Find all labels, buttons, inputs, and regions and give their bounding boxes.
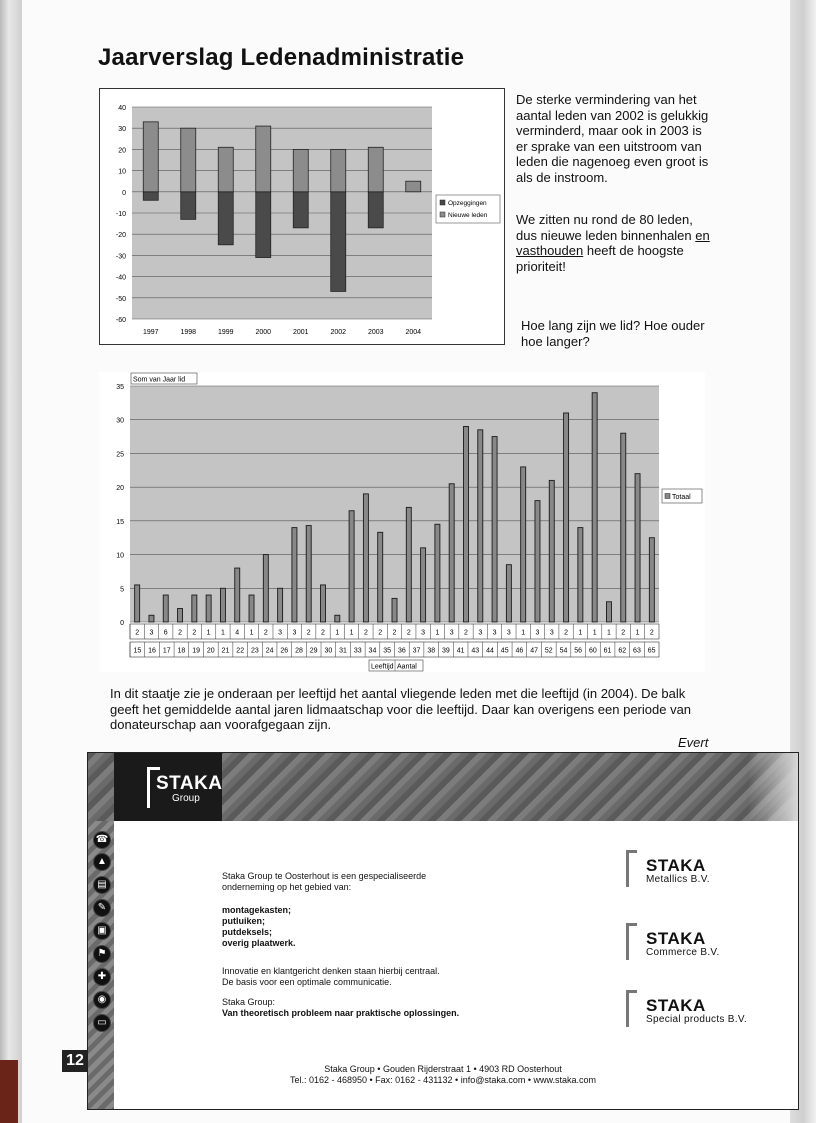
count-label: 6: [163, 629, 168, 637]
count-label: 2: [378, 629, 383, 637]
legend-swatch: [665, 494, 670, 499]
staka-advertisement: [87, 752, 799, 1110]
count-label: 2: [464, 629, 468, 637]
age-label: 54: [559, 647, 568, 655]
ad-body-2: De basis voor een optimale communicatie.: [222, 977, 392, 987]
bar: [149, 615, 154, 622]
bar: [235, 568, 240, 622]
count-label: 1: [578, 629, 583, 637]
age-label: 20: [206, 647, 215, 655]
bar: [306, 526, 311, 622]
ad-item: putdeksels;: [222, 927, 273, 937]
count-label: 1: [435, 629, 440, 637]
bar: [421, 548, 426, 622]
bar: [378, 532, 383, 622]
age-label: 62: [618, 647, 627, 655]
count-label: 1: [220, 629, 225, 637]
cabinet-icon: ▤: [93, 876, 111, 894]
priority-text-pre: We zitten nu rond de 80 leden, dus nieuwe leden binnenhalen: [516, 212, 696, 243]
age-label: 52: [544, 647, 553, 655]
count-label: 1: [607, 629, 611, 637]
age-label: 39: [442, 647, 450, 655]
brand-name: STAKA: [646, 856, 706, 875]
age-label: 17: [162, 647, 171, 655]
age-label: 46: [515, 647, 524, 655]
row-label: Leeftijd: [371, 663, 394, 671]
age-label: 24: [265, 647, 274, 655]
box-icon: ▭: [93, 1014, 111, 1032]
x-tick-label: 1999: [217, 329, 234, 336]
priority-text-underlined: en vasthouden: [516, 227, 710, 259]
bar: [549, 480, 554, 622]
page-title: Jaarverslag Ledenadministratie: [98, 44, 465, 71]
brand-bracket-icon: [626, 990, 637, 1027]
y-tick-label: -20: [115, 232, 126, 240]
paragraph-question: Hoe lang zijn we lid? Hoe ouder hoe langer?: [521, 318, 705, 349]
count-label: 3: [478, 629, 483, 637]
bar: [368, 192, 383, 228]
bar: [135, 585, 140, 622]
bar: [143, 192, 158, 200]
ad-logo: [114, 753, 222, 821]
ad-item: montagekasten;: [222, 905, 292, 915]
ad-slogan: Van theoretisch probleem naar praktische oplossingen.: [222, 1008, 460, 1018]
count-label: 1: [635, 629, 640, 637]
tool-icon: ✎: [93, 899, 111, 917]
bar: [478, 430, 483, 622]
count-label: 1: [521, 629, 526, 637]
bar: [335, 615, 340, 622]
hydrant-icon: ✚: [93, 968, 111, 986]
legend-label: Nieuwe leden: [448, 212, 488, 219]
ad-contact: Tel.: 0162 - 468950 • Fax: 0162 - 431132 • info@staka.com • www.staka.com: [289, 1075, 597, 1085]
bar: [163, 595, 168, 622]
ad-body-1: Innovatie en klantgericht denken staan hierbij centraal.: [222, 966, 440, 976]
age-label: 47: [530, 647, 538, 655]
bar: [368, 147, 383, 192]
brand-name: STAKA: [646, 929, 706, 948]
bar: [506, 565, 511, 622]
ad-item: overig plaatwerk.: [222, 938, 296, 948]
count-label: 2: [649, 629, 654, 637]
ad-address: Staka Group • Gouden Rijderstraat 1 • 4903 RD Oosterhout: [324, 1064, 562, 1074]
bar: [178, 609, 183, 622]
bar: [331, 149, 346, 191]
legend-label: Totaal: [672, 494, 691, 501]
y-tick-label: 0: [120, 620, 124, 627]
count-label: 3: [278, 629, 283, 637]
ad-banner-fade: [748, 753, 798, 821]
count-label: 2: [306, 629, 311, 637]
y-tick-label: -10: [115, 211, 126, 218]
age-label: 22: [236, 647, 245, 655]
age-label: 37: [412, 647, 421, 655]
y-tick-label: 35: [116, 384, 124, 391]
x-tick-label: 1998: [180, 329, 197, 336]
ad-intro-1: Staka Group te Oosterhout is een gespecialiseerde: [222, 871, 427, 881]
ad-logo-name: STAKA: [156, 773, 223, 794]
bar: [606, 602, 611, 622]
x-tick-label: 2002: [330, 329, 347, 336]
age-label: 43: [471, 647, 480, 655]
bar: [249, 595, 254, 622]
bar: [331, 192, 346, 292]
y-tick-label: -30: [115, 253, 126, 261]
age-label: 18: [177, 647, 186, 655]
ad-logo-sub: Group: [172, 793, 200, 804]
brand-bracket-icon: [626, 923, 637, 960]
count-label: 2: [621, 629, 626, 637]
age-label: 23: [251, 647, 259, 655]
panel-icon: ▣: [93, 922, 111, 940]
manhole-icon: ◉: [93, 991, 111, 1009]
y-tick-label: 10: [116, 552, 124, 560]
bar: [435, 524, 440, 622]
legend-label: Opzeggingen: [448, 200, 487, 207]
bar: [218, 147, 233, 192]
signature: Evert: [678, 735, 709, 750]
bar: [293, 149, 308, 191]
age-label: 16: [148, 647, 156, 655]
age-label: 41: [456, 647, 465, 655]
count-label: 3: [292, 629, 297, 637]
y-tick-label: -50: [115, 295, 126, 303]
y-tick-label: 40: [118, 105, 126, 112]
phone-icon: ☎: [93, 831, 111, 849]
bar: [392, 598, 397, 622]
count-label: 1: [249, 629, 254, 637]
age-label: 26: [280, 647, 289, 655]
y-tick-label: 5: [120, 586, 124, 594]
age-label: 35: [383, 647, 392, 655]
count-label: 2: [178, 629, 182, 637]
bar: [293, 192, 308, 228]
membership-years-chart: [99, 372, 705, 672]
bar: [406, 507, 411, 622]
x-tick-label: 1997: [142, 329, 159, 336]
age-label: 56: [574, 647, 583, 655]
bar: [521, 467, 526, 622]
count-label: 2: [406, 629, 411, 637]
bar: [449, 484, 454, 622]
bar: [535, 501, 540, 622]
paragraph-decline: De sterke vermindering van het aantal leden van 2002 is gelukkig verminderd, maar ook in 2003 is er sprake van een uitstroom van leden die nagenoeg even groot is als de instroom.: [516, 92, 709, 185]
page-edge-red: [0, 1060, 18, 1123]
count-label: 3: [149, 629, 154, 637]
bar: [635, 474, 640, 622]
age-label: 15: [133, 647, 142, 655]
antenna-icon: ⚑: [93, 945, 111, 963]
x-tick-label: 2000: [255, 329, 272, 336]
age-label: 28: [295, 647, 303, 655]
age-label: 21: [221, 647, 230, 655]
x-tick-label: 2001: [292, 329, 309, 336]
bar: [463, 426, 468, 622]
bar: [349, 511, 354, 622]
x-tick-label: 2003: [367, 329, 384, 336]
legend-swatch: [440, 212, 445, 217]
y-tick-label: 30: [118, 126, 126, 134]
bar: [206, 595, 211, 622]
age-label: 45: [500, 647, 509, 655]
bar: [181, 192, 196, 220]
bar: [218, 192, 233, 245]
count-label: 2: [321, 629, 325, 637]
count-label: 2: [192, 629, 197, 637]
count-label: 2: [363, 629, 368, 637]
count-label: 3: [449, 629, 454, 637]
bar: [492, 437, 497, 622]
count-label: 1: [206, 629, 211, 637]
brand-name: STAKA: [646, 996, 706, 1015]
count-label: 3: [549, 629, 554, 637]
age-label: 33: [353, 647, 362, 655]
age-label: 31: [339, 647, 347, 655]
bar: [278, 588, 283, 622]
y-tick-label: 30: [116, 417, 124, 425]
y-tick-label: 20: [118, 147, 126, 155]
y-tick-label: 0: [122, 189, 126, 197]
chart-title: Som van Jaar lid: [133, 376, 186, 384]
y-tick-label: 15: [116, 518, 124, 526]
row-label: Aantal: [397, 663, 417, 671]
age-label: 60: [588, 647, 597, 655]
bar: [578, 528, 583, 622]
members-chart-svg: [100, 89, 504, 344]
count-label: 4: [235, 629, 240, 637]
age-label: 63: [633, 647, 641, 655]
bar: [649, 538, 654, 622]
bar: [406, 181, 421, 192]
brand-sub: Metallics B.V.: [646, 874, 710, 885]
age-label: 38: [427, 647, 436, 655]
count-label: 1: [349, 629, 354, 637]
count-label: 2: [564, 629, 569, 637]
priority-text-post: heeft de hoogste prioriteit!: [516, 243, 684, 274]
age-label: 65: [647, 647, 656, 655]
bar: [564, 413, 569, 622]
ad-intro-2: onderneming op het gebied van:: [222, 882, 352, 892]
count-label: 2: [135, 629, 140, 637]
count-label: 3: [535, 629, 540, 637]
bar: [263, 555, 268, 622]
ad-item: putluiken;: [222, 916, 265, 926]
bar: [256, 126, 271, 192]
bar: [220, 588, 225, 622]
x-tick-label: 2004: [405, 329, 422, 336]
age-label: 30: [324, 647, 333, 655]
count-label: 1: [335, 629, 340, 637]
bar: [143, 122, 158, 192]
count-label: 3: [421, 629, 426, 637]
ad-slogan-label: Staka Group:: [222, 997, 276, 1007]
age-label: 44: [486, 647, 494, 655]
page-edge-left: [0, 0, 22, 1123]
bar: [363, 494, 368, 622]
count-label: 2: [392, 629, 397, 637]
membership-years-chart-svg: [99, 372, 705, 672]
count-label: 2: [263, 629, 268, 637]
brand-sub: Special products B.V.: [646, 1014, 747, 1025]
age-label: 29: [309, 647, 318, 655]
y-tick-label: 20: [116, 485, 124, 493]
age-label: 19: [192, 647, 201, 655]
bar: [592, 393, 597, 622]
bar: [256, 192, 271, 258]
bar: [292, 528, 297, 622]
members-chart: [99, 88, 505, 345]
warning-icon: ▲: [93, 853, 111, 871]
count-label: 3: [492, 629, 497, 637]
paragraph-explanation: In dit staatje zie je onderaan per leeftijd het aantal vliegende leden met die leeftijd (in 2004). De balk geeft het gemiddelde aantal jaren lidmaatschap voor die leeftijd. Daar kan overigens een periode van donateurschap aan voorafgegaan zijn.: [110, 686, 692, 733]
y-tick-label: 25: [116, 451, 124, 459]
age-label: 61: [603, 647, 612, 655]
paragraph-priority: [516, 212, 711, 274]
page-number: 12: [62, 1050, 88, 1072]
count-label: 1: [592, 629, 597, 637]
brand-bracket-icon: [626, 850, 637, 887]
age-label: 36: [397, 647, 406, 655]
bar: [192, 595, 197, 622]
legend-swatch: [440, 200, 445, 205]
y-tick-label: 10: [118, 168, 126, 176]
bar: [181, 128, 196, 192]
bar: [621, 433, 626, 622]
y-tick-label: -40: [115, 274, 126, 282]
age-label: 34: [368, 647, 377, 655]
bar: [321, 585, 326, 622]
count-label: 3: [506, 629, 511, 637]
brand-sub: Commerce B.V.: [646, 947, 720, 958]
y-tick-label: -60: [115, 317, 126, 324]
